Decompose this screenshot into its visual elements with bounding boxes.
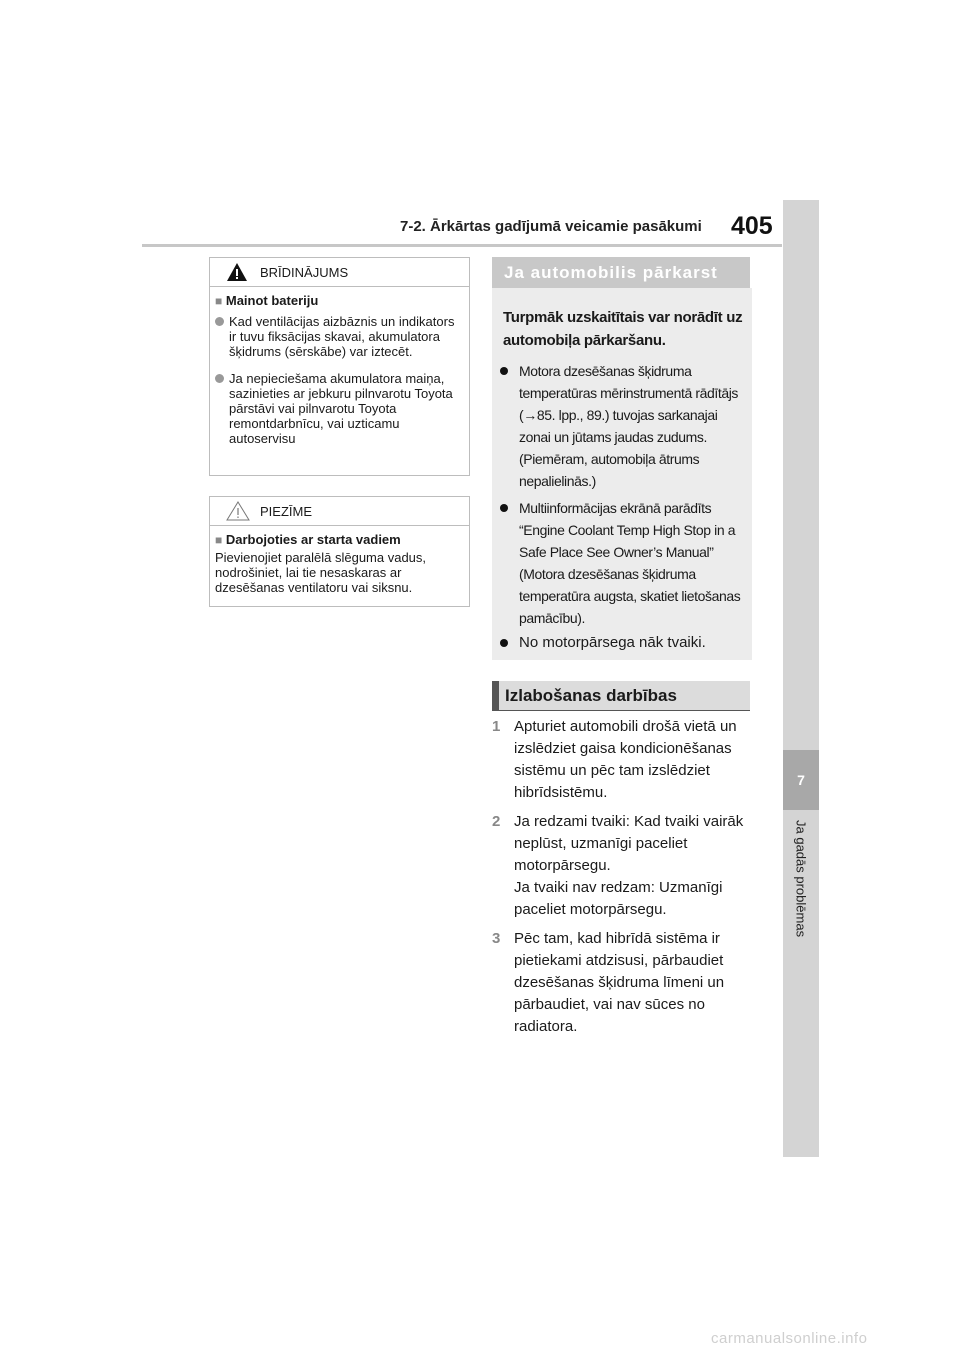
symptom-text: Motora dzesēšanas šķidruma temperatūras mērinstrumentā rādītājs (→85. lpp., 89.) tuvojas sarkanajai zonai un jūtams jaudas zudums. (Piemēram, automobiļa ātrums nepalielinās.) [519,363,739,489]
section-marker: ■ [215,294,223,308]
page-number: 405 [731,212,773,240]
warning-bullet-text: Ja nepieciešama akumulatora maiņa, sazinieties ar jebkuru pilnvarotu Toyota pārstāvi vai pilnvarotu Toyota remontdarbnīcu, vai uzticamu autoservisu [229,371,453,446]
note-box-header [210,497,469,526]
note-text: Pievienojiet paralēlā slēguma vadus, nodrošiniet, lai tie nesaskaras ar dzesēšanas ventilatoru vai siksnu. [215,550,427,595]
chapter-label: Ja gadās problēmas [793,820,809,938]
step-text: Ja redzami tvaiki: Kad tvaiki vairāk neplūst, uzmanīgi paceliet motorpārsegu. [514,813,744,874]
step-item [492,716,762,804]
warning-bullet [210,314,463,359]
step-number: 3 [492,930,501,947]
note-section-title: Darbojoties ar starta vadiem [225,532,401,547]
chapter-number: 7 [797,772,805,788]
symptom-panel [492,288,752,660]
overheat-banner: Ja automobilis pārkarst [492,257,750,288]
step-item [492,928,762,1038]
note-box [209,496,470,607]
section-marker: ■ [215,533,223,547]
step-number: 1 [492,718,501,735]
warning-box-header [210,258,469,287]
step-text-secondary: Ja tvaiki nav redzam: Uzmanīgi paceliet motorpārsegu. [514,879,723,918]
symptom-item [519,360,744,492]
step-text: Pēc tam, kad hibrīdā sistēma ir pietiekami atdzisusi, pārbaudiet dzesēšanas šķidruma līmeni un pārbaudiet, vai nav sūces no radiatora. [514,930,725,1035]
watermark: carmanualsonline.info [711,1330,868,1347]
symptom-item [519,497,744,629]
warning-triangle-icon [226,262,248,282]
warning-title: BRĪDINĀJUMS [260,265,349,280]
note-title: PIEZĪME [260,504,313,519]
warning-section-title: Mainot bateriju [225,293,319,308]
bullet-dot-icon [500,367,508,375]
warning-bullet [210,371,463,446]
actions-steps [492,716,762,1045]
symptom-text: Multiinformācijas ekrānā parādīts “Engine Coolant Temp High Stop in a Safe Place See Owner’s Manual” (Motora dzesēšanas šķidruma temperatūra augsta, skatiet lietošanas pamācību). [519,500,741,626]
section-title: 7-2. Ārkārtas gadījumā veicamie pasākumi [400,218,702,235]
step-number: 2 [492,813,501,830]
bullet-dot-icon [500,639,508,647]
warning-bullet-text: Kad ventilācijas aizbāznis un indikators ir tuvu fiksācijas skavai, akumulatora šķidrums (sērskābe) var iztecēt. [229,314,455,359]
chapter-side-tab [783,200,819,1157]
symptom-text: No motorpārsega nāk tvaiki. [519,634,706,651]
warning-box [209,257,470,476]
bullet-dot-icon [215,317,224,326]
actions-heading: Izlabošanas darbības [492,681,750,711]
symptom-intro: Turpmāk uzskaitītais var norādīt uz automobiļa pārkaršanu. [503,309,743,349]
bullet-dot-icon [215,374,224,383]
step-text: Apturiet automobili drošā vietā un izslēdziet gaisa kondicionēšanas sistēmu un pēc tam izslēdziet hibrīdsistēmu. [514,718,737,801]
header-divider [142,244,782,247]
bullet-dot-icon [500,504,508,512]
step-item [492,811,762,921]
warning-section-heading [215,293,469,308]
symptom-item [519,632,744,654]
caution-triangle-icon [226,501,250,521]
note-section-heading [215,532,469,547]
